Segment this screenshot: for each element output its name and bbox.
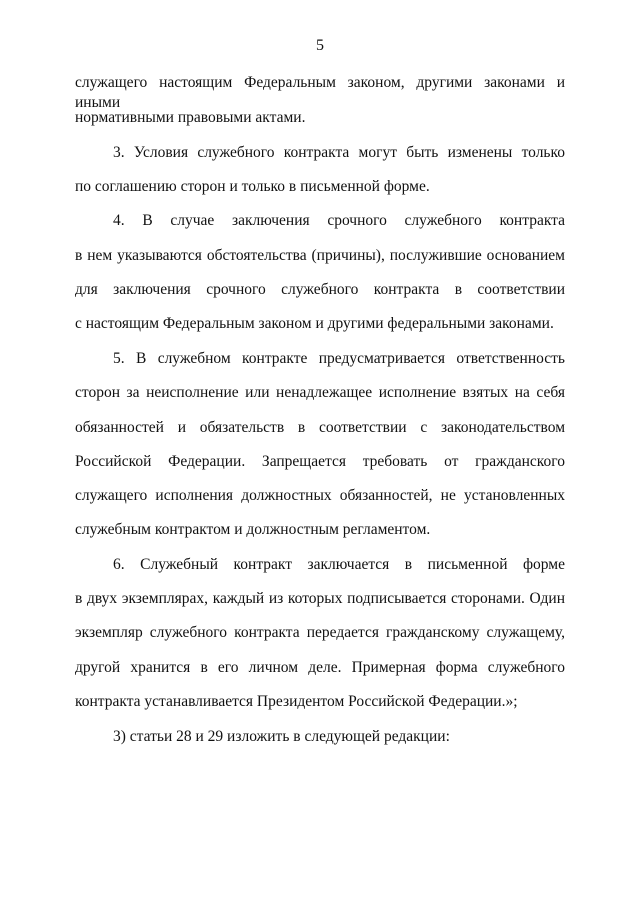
text-line: 4. В случае заключения срочного служебного контракта [113,212,565,229]
text-line: экземпляр служебного контракта передается гражданскому служащему, [75,624,565,641]
text-line: Российской Федерации. Запрещается требовать от гражданского [75,453,565,470]
page-number: 5 [316,37,324,54]
text-line: 5. В служебном контракте предусматривается ответственность [113,350,565,367]
text-line: сторон за неисполнение или ненадлежащее исполнение взятых на себя [75,384,565,401]
text-line: 3. Условия служебного контракта могут быть изменены только [113,144,565,161]
text-line: для заключения срочного служебного контракта в соответствии [75,281,565,298]
text-line: с настоящим Федеральным законом и другими федеральными законами. [75,315,554,332]
text-line: 3) статьи 28 и 29 изложить в следующей редакции: [113,728,450,745]
text-line: контракта устанавливается Президентом Российской Федерации.»; [75,693,518,710]
text-line: нормативными правовыми актами. [75,109,306,126]
text-line: обязанностей и обязательств в соответствии с законодательством [75,419,565,436]
text-line: служащего настоящим Федеральным законом, другими законами и иными [75,74,565,111]
text-line: 6. Служебный контракт заключается в письменной форме [113,556,565,573]
text-line: в нем указываются обстоятельства (причины), послужившие основанием [75,247,565,264]
text-line: служебным контрактом и должностным регламентом. [75,521,431,538]
text-line: другой хранится в его личном деле. Примерная форма служебного [75,659,565,676]
text-line: по соглашению сторон и только в письменной форме. [75,178,430,195]
text-line: служащего исполнения должностных обязанностей, не установленных [75,487,565,504]
text-line: в двух экземплярах, каждый из которых подписывается сторонами. Один [75,590,565,607]
